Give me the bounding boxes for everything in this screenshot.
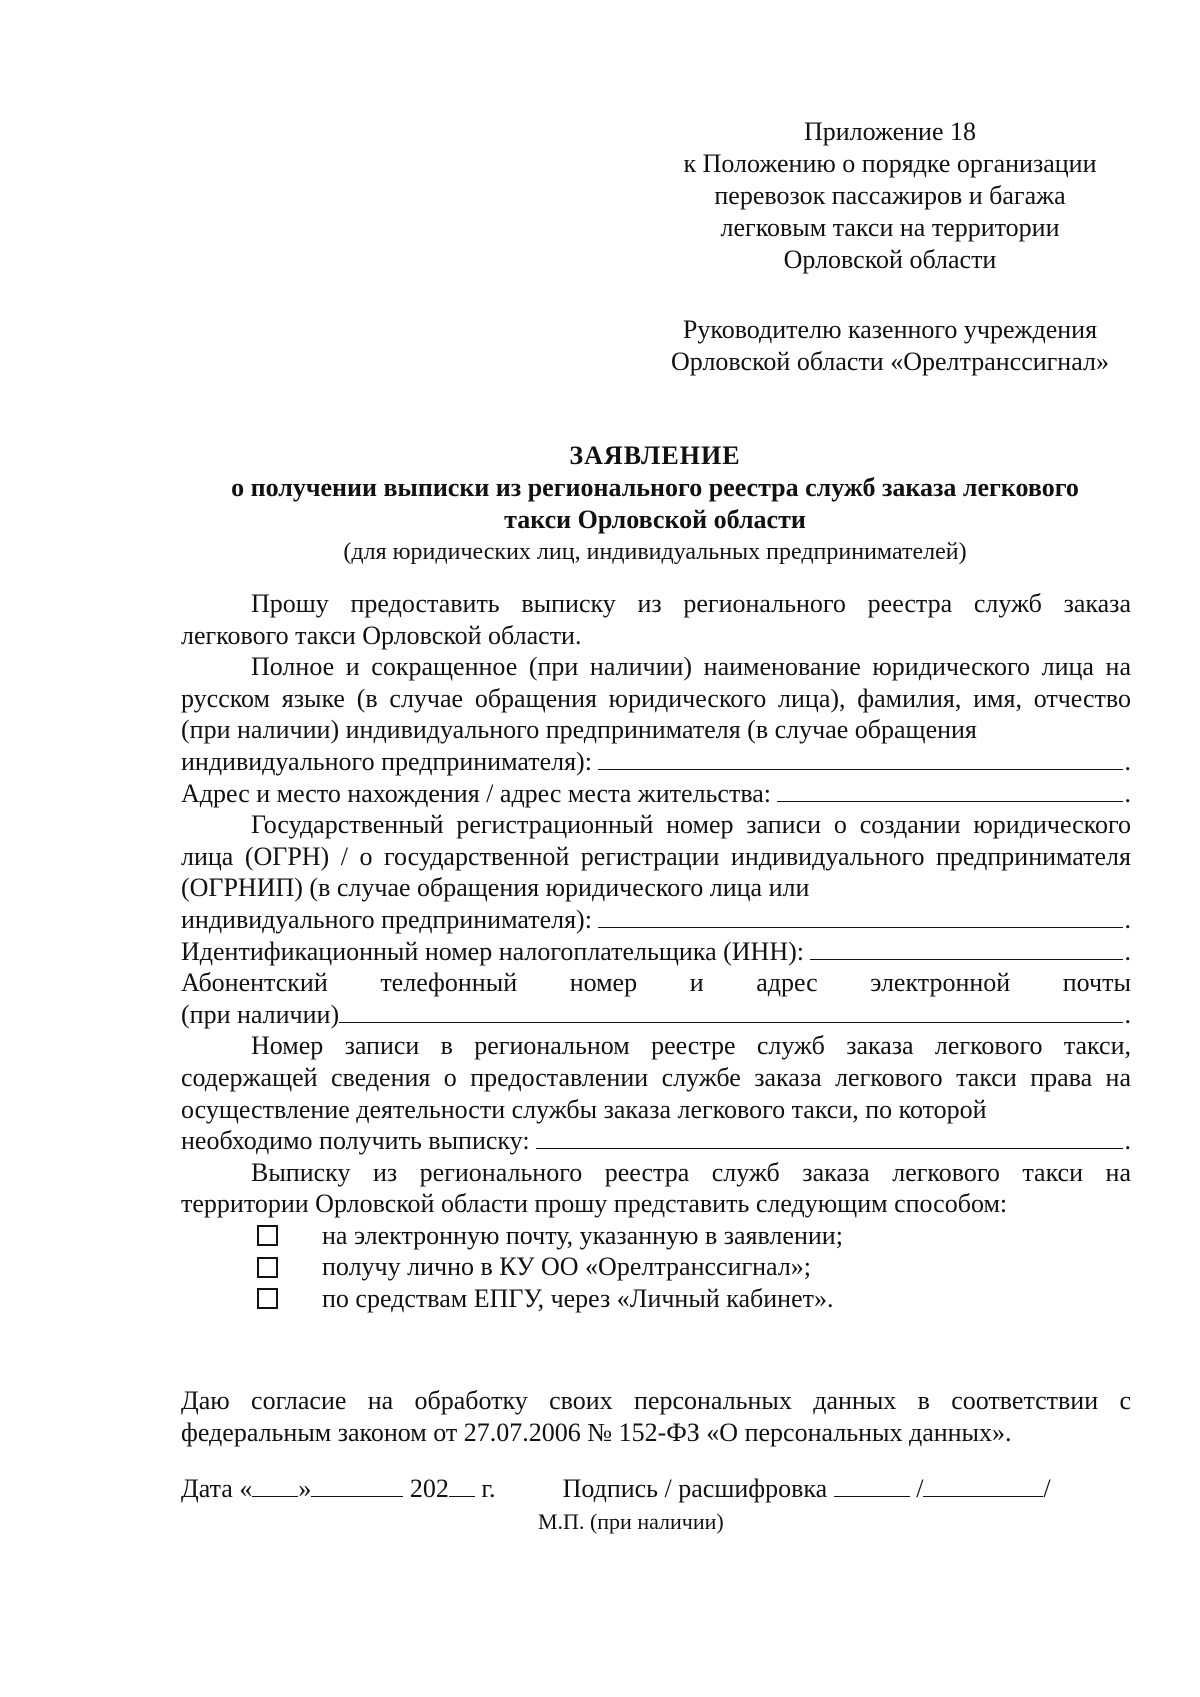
- phone-label-word: Абонентский: [181, 968, 328, 998]
- document-title: ЗАЯВЛЕНИЕ: [569, 441, 741, 470]
- date-month-blank[interactable]: [311, 1474, 403, 1497]
- application-body: [181, 588, 1131, 1315]
- signature-decode-blank[interactable]: [923, 1474, 1043, 1497]
- option-in-person-label: получу лично в КУ ОО «Орелтранссигнал»;: [322, 1252, 812, 1282]
- record-field-blank[interactable]: [536, 1126, 1123, 1149]
- option-epgu-checkbox[interactable]: [257, 1288, 278, 1309]
- request-paragraph: Прошу предоставить выписку из регионального реестра служб заказа легкового такси Орловской области.: [181, 589, 1131, 650]
- phone-field-row: [181, 999, 1131, 1031]
- stamp-note: М.П. (при наличии): [538, 1509, 724, 1534]
- period: .: [1124, 936, 1131, 966]
- addressee-line: Орловской области «Орелтранссигнал»: [671, 347, 1109, 376]
- record-field-row: [181, 1125, 1131, 1157]
- period: .: [1124, 746, 1131, 776]
- document-subtitle-line: о получении выписки из регионального реестра служб заказа легкового: [231, 473, 1079, 502]
- date-label: Дата «: [181, 1474, 253, 1503]
- phone-label-word: номер: [569, 968, 638, 998]
- signature-slash: /: [916, 1474, 924, 1503]
- date-year-blank[interactable]: [449, 1474, 475, 1497]
- appendix-line: к Положению о порядке организации: [683, 149, 1097, 178]
- addressee-line: Руководителю казенного учреждения: [682, 315, 1098, 344]
- option-in-person: [257, 1251, 1131, 1283]
- period: .: [1124, 999, 1131, 1029]
- name-field-label: индивидуального предпринимателя):: [181, 746, 592, 776]
- name-field-row: [181, 746, 1131, 778]
- period: .: [1124, 1126, 1131, 1156]
- address-field-label: Адрес и место нахождения / адрес места жительства:: [181, 778, 772, 808]
- phone-label-word: адрес: [756, 968, 818, 998]
- option-epgu: [257, 1283, 1131, 1315]
- record-paragraph: Номер записи в региональном реестре служб заказа легкового такси, содержащей сведения о предоставлении службе заказа легкового такси права на осуществление деятельности службы заказа легкового такси, по которой: [181, 1031, 1131, 1124]
- inn-field-label: Идентификационный номер налогоплательщика (ИНН):: [181, 936, 804, 966]
- date-year: 202: [409, 1474, 449, 1503]
- address-field-row: [181, 778, 1131, 810]
- consent-paragraph: Даю согласие на обработку своих персональных данных в соответствии с федеральным законом от 27.07.2006 № 152-ФЗ «О персональных данных».: [181, 1386, 1131, 1447]
- option-epgu-label: по средствам ЕПГУ, через «Личный кабинет».: [322, 1284, 834, 1314]
- appendix-line: Орловской области: [783, 245, 997, 274]
- address-field-blank[interactable]: [777, 779, 1122, 802]
- signature-slash: /: [1043, 1474, 1051, 1503]
- date-quote-close: »: [298, 1474, 312, 1503]
- document-title-note: (для юридических лиц, индивидуальных предпринимателей): [343, 539, 967, 565]
- option-email-checkbox[interactable]: [257, 1225, 278, 1246]
- name-field-blank[interactable]: [598, 747, 1123, 770]
- record-field-label: необходимо получить выписку:: [181, 1126, 530, 1156]
- signature-blank[interactable]: [834, 1474, 910, 1497]
- date-day-blank[interactable]: [252, 1474, 298, 1497]
- option-in-person-checkbox[interactable]: [257, 1257, 278, 1278]
- period: .: [1124, 778, 1131, 808]
- ogrn-field-blank[interactable]: [598, 905, 1123, 928]
- phone-label-word: и: [689, 968, 704, 998]
- ogrn-field-row: [181, 904, 1131, 936]
- inn-field-blank[interactable]: [810, 937, 1123, 960]
- date-signature-row: [181, 1473, 1131, 1505]
- phone-field-blank[interactable]: [339, 1000, 1122, 1023]
- phone-label-word: телефонный: [380, 968, 518, 998]
- document-subtitle-line: такси Орловской области: [504, 505, 806, 534]
- appendix-line: легковым такси на территории: [720, 213, 1060, 242]
- phone-label-word: почты: [1062, 968, 1131, 998]
- phone-label-row: [181, 967, 1131, 999]
- period: .: [1124, 904, 1131, 934]
- phone-label-word: электронной: [870, 968, 1011, 998]
- signature-label: Подпись / расшифровка: [562, 1474, 828, 1503]
- date-year-suffix: г.: [481, 1474, 496, 1503]
- appendix-header: [640, 116, 1140, 276]
- appendix-line: Приложение 18: [803, 117, 977, 146]
- addressee-block: [640, 314, 1140, 378]
- ogrn-field-label: индивидуального предпринимателя):: [181, 904, 592, 934]
- document-title-block: [170, 440, 1140, 568]
- method-paragraph: Выписку из регионального реестра служб заказа легкового такси на территории Орловской области прошу представить следующим способом:: [181, 1157, 1131, 1219]
- inn-field-row: [181, 936, 1131, 968]
- appendix-line: перевозок пассажиров и багажа: [714, 181, 1066, 210]
- option-email: [257, 1220, 1131, 1252]
- name-paragraph: Полное и сокращенное (при наличии) наименование юридического лица на русском языке (в случае обращения юридического лица), фамилия, имя, отчество (при наличии) индивидуального предпринимателя (в случае обращения: [181, 652, 1131, 745]
- phone-field-label: (при наличии): [181, 999, 340, 1029]
- option-email-label: на электронную почту, указанную в заявлении;: [322, 1220, 843, 1250]
- ogrn-paragraph: Государственный регистрационный номер записи о создании юридического лица (ОГРН) / о государственной регистрации индивидуального предпринимателя (ОГРНИП) (в случае обращения юридического лица или: [181, 810, 1131, 903]
